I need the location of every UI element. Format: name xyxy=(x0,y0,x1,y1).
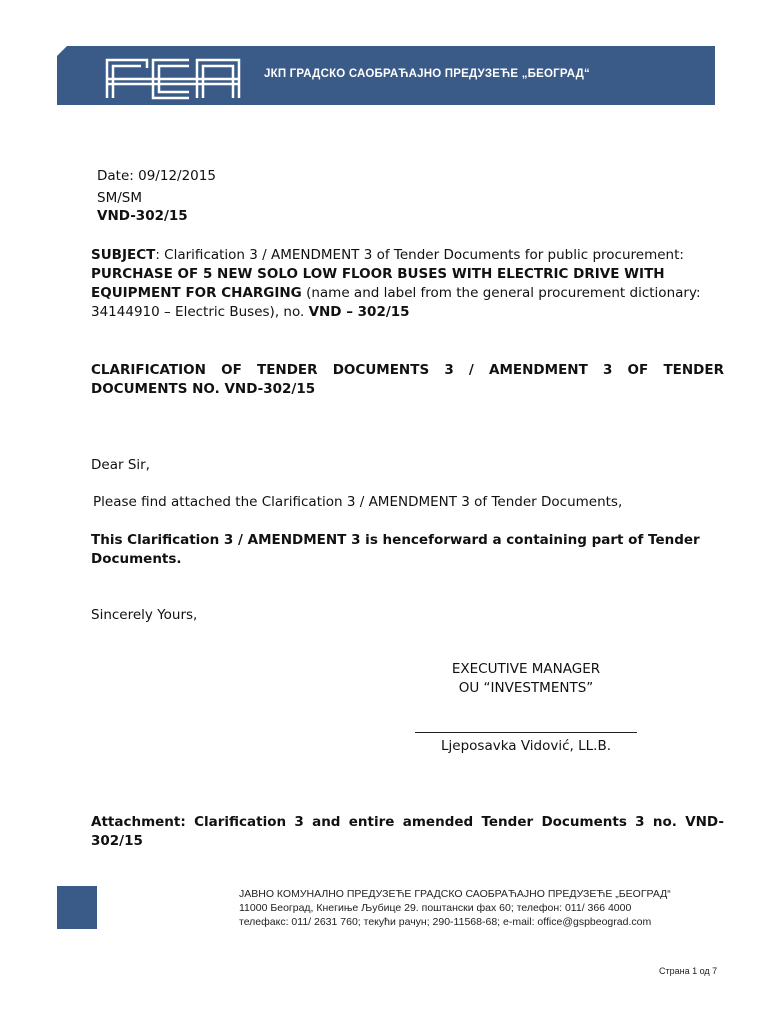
footer-brand-square xyxy=(57,886,97,929)
subject-line-3 xyxy=(91,284,731,303)
signatory-title-line-2: OU “INVESTMENTS” xyxy=(458,680,594,696)
date-line xyxy=(97,167,216,186)
reference-number: VND-302/15 xyxy=(97,208,188,224)
subject-block xyxy=(91,246,731,322)
signature-line xyxy=(415,732,637,733)
initials: SM/SM xyxy=(97,190,142,206)
gsp-logo-icon xyxy=(57,46,248,105)
heading-line-1: CLARIFICATION OF TENDER DOCUMENTS 3 / AMENDMENT 3 OF TENDER xyxy=(91,362,724,378)
greeting: Dear Sir, xyxy=(91,457,150,473)
subject-label: SUBJECT xyxy=(91,247,156,263)
subject-title-line-2: EQUIPMENT FOR CHARGING xyxy=(91,285,302,301)
closing: Sincerely Yours, xyxy=(91,607,198,623)
subject-code: 34144910 – Electric Buses), no. xyxy=(91,304,309,320)
footer-address xyxy=(239,887,671,929)
paragraph-2-line-2: Documents. xyxy=(91,551,182,567)
footer-line-3: телефакс: 011/ 2631 760; текући рачун; 290-11568-68; e-mail: office@gspbeograd.com xyxy=(239,916,652,928)
footer-line-1: ЈАВНО КОМУНАЛНО ПРЕДУЗЕЋЕ ГРАДСКО САОБРАЋАЈНО ПРЕДУЗЕЋЕ „БЕОГРАД“ xyxy=(239,888,671,900)
subject-dictionary: (name and label from the general procurement dictionary: xyxy=(301,285,701,301)
subject-ref: VND – 302/15 xyxy=(308,304,410,320)
date-label: Date: xyxy=(97,168,134,184)
signatory-title xyxy=(415,660,637,698)
signatory-name: Ljeposavka Vidović, LL.B. xyxy=(441,738,611,754)
subject-line-1 xyxy=(91,246,731,265)
attachment-note xyxy=(91,813,724,851)
logo-block xyxy=(57,46,248,105)
attachment-line-1: Attachment: Clarification 3 and entire amended Tender Documents 3 no. VND- xyxy=(91,814,724,830)
clarification-heading xyxy=(91,361,724,399)
signatory-title-line-1: EXECUTIVE MANAGER xyxy=(451,661,601,677)
company-name: ЈКП ГРАДСКО САОБРАЋАЈНО ПРЕДУЗЕЋЕ „БЕОГРАД“ xyxy=(264,68,590,80)
paragraph-2-line-1: This Clarification 3 / AMENDMENT 3 is henceforward a containing part of Tender xyxy=(91,532,700,548)
page-number: Страна 1 од 7 xyxy=(659,966,718,976)
date-value: 09/12/2015 xyxy=(138,168,216,184)
paragraph-1: Please find attached the Clarification 3 / AMENDMENT 3 of Tender Documents, xyxy=(93,494,623,510)
subject-line-4 xyxy=(91,303,731,322)
heading-line-2: DOCUMENTS NO. VND-302/15 xyxy=(91,381,316,397)
paragraph-2 xyxy=(91,531,731,569)
attachment-line-2: 302/15 xyxy=(91,833,143,849)
subject-intro: : Clarification 3 / AMENDMENT 3 of Tender Documents for public procurement: xyxy=(155,247,684,263)
subject-title-line-1: PURCHASE OF 5 NEW SOLO LOW FLOOR BUSES WITH ELECTRIC DRIVE WITH xyxy=(91,266,665,282)
footer-line-2: 11000 Београд, Кнегиње Љубице 29. поштански фах 60; телефон: 011/ 366 4000 xyxy=(239,902,632,914)
